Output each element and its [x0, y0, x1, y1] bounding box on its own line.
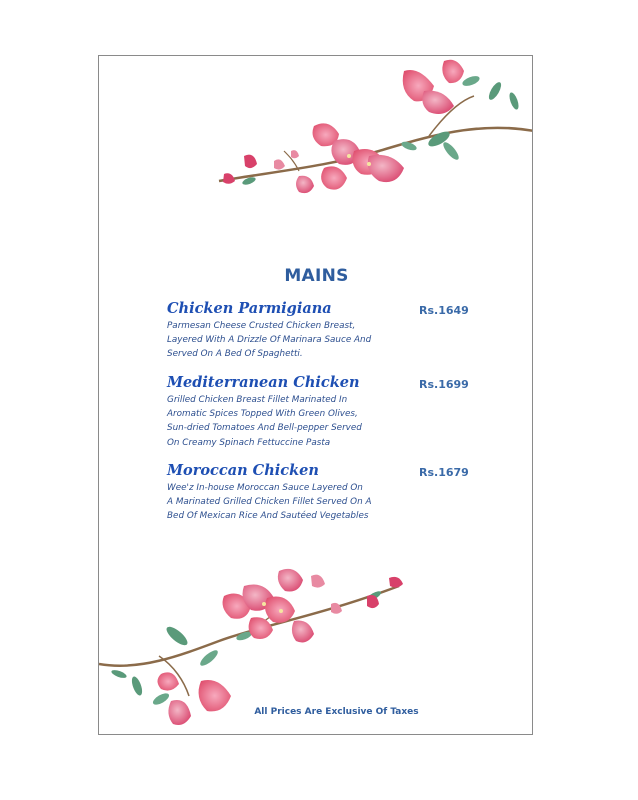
description-line: On Creamy Spinach Fettuccine Pasta [167, 437, 331, 448]
footer-note: All Prices Are Exclusive Of Taxes [254, 707, 419, 717]
menu-card [98, 55, 533, 735]
item-description [167, 319, 467, 362]
item-price: Rs.1679 [419, 466, 469, 479]
item-name: Mediterranean Chicken [167, 374, 360, 391]
flower-branch-top-icon [99, 56, 533, 216]
description-line: Grilled Chicken Breast Fillet Marinated In [167, 395, 348, 405]
section-title: MAINS [284, 266, 349, 286]
description-line: Sun-dried Tomatoes And Bell-pepper Served [167, 423, 362, 434]
item-price: Rs.1649 [419, 304, 469, 317]
description-line: Served On A Bed Of Spaghetti. [167, 349, 303, 360]
item-price: Rs.1699 [419, 378, 469, 391]
description-line: A Marinated Grilled Chicken Fillet Served On A [167, 497, 372, 508]
item-name: Chicken Parmigiana [167, 300, 332, 317]
item-description [167, 393, 467, 450]
description-line: Layered With A Drizzle Of Marinara Sauce And [167, 335, 372, 346]
description-line: Aromatic Spices Topped With Green Olives, [167, 409, 358, 420]
description-line: Parmesan Cheese Crusted Chicken Breast, [167, 321, 356, 331]
description-line: Wee'z In-house Moroccan Sauce Layered On [167, 483, 363, 493]
description-line: Bed Of Mexican Rice And Sautéed Vegetables [167, 511, 369, 522]
item-name: Moroccan Chicken [167, 462, 319, 479]
item-description [167, 481, 467, 524]
